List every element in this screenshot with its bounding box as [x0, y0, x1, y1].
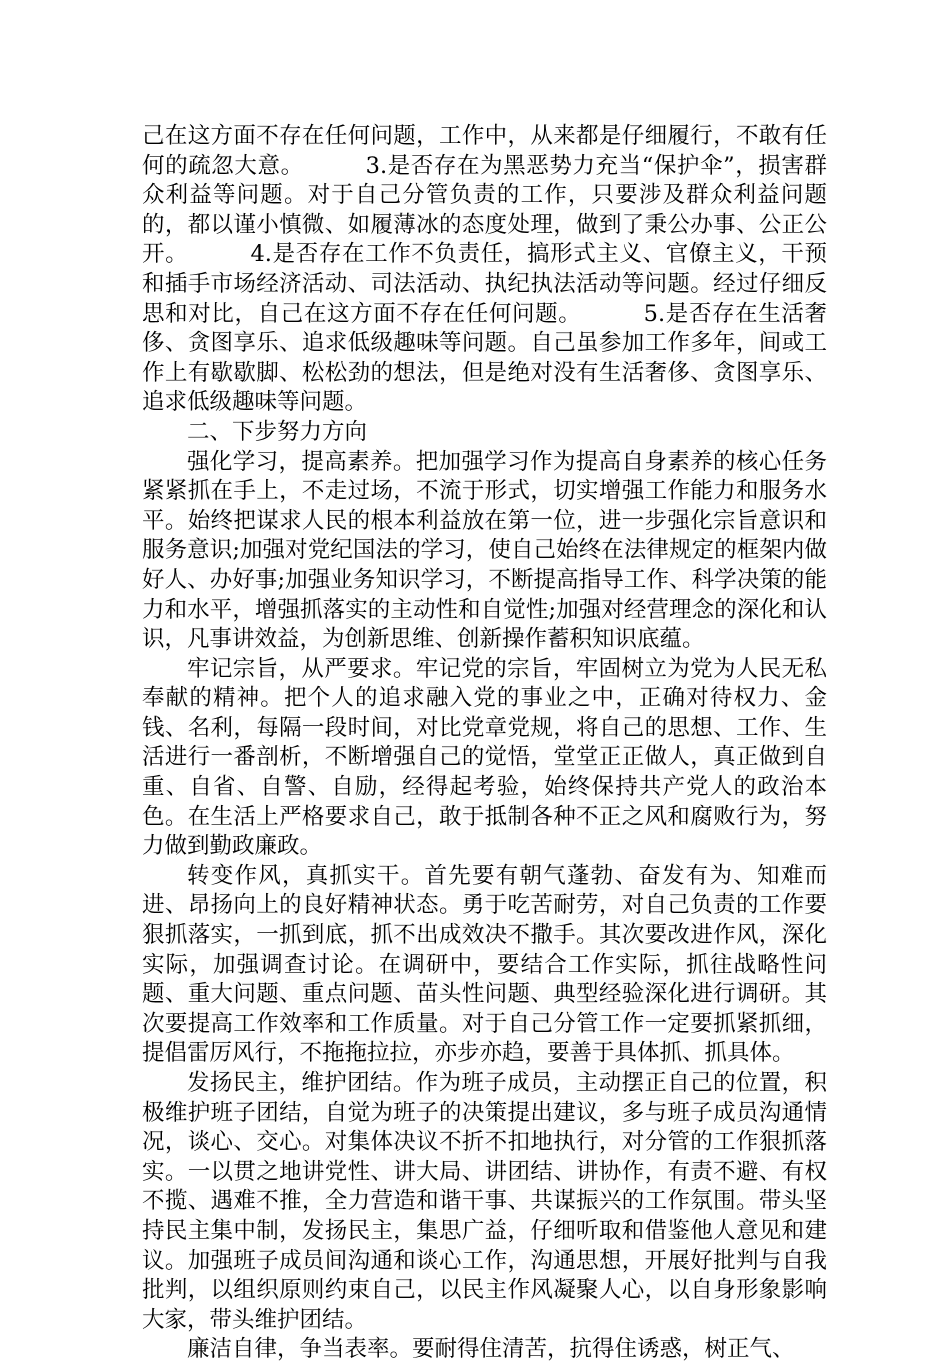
paragraph-continuation: 己在这方面不存在任何问题，工作中，从来都是仔细履行，不敢有任何的疏忽大意。 3.是否存在为黑恶势力充当“保护伞”，损害群众利益等问题。对于自己分管负责的工作，只要涉及群众利益问题的，都以谨小慎微、如履薄冰的态度处理，做到了秉公办事、公正公开。 4.是否存在工作不负责任，搞形式主义、官僚主义，干预和插手市场经济活动、司法活动、执纪执法活动等问题。经过仔细反思和对比，自己在这方面不存在任何问题。 5.是否存在生活奢侈、贪图享乐、追求低级趣味等问题。自己虽参加工作多年，间或工作上有歇歇脚、松松劲的想法，但是绝对没有生活奢侈、贪图享乐、追求低级趣味等问题。: [142, 123, 827, 416]
paragraph-study: 强化学习，提高素养。把加强学习作为提高自身素养的核心任务紧紧抓在手上，不走过场，不流于形式，切实增强工作能力和服务水平。始终把谋求人民的根本利益放在第一位，进一步强化宗旨意识和服务意识;加强对党纪国法的学习，使自己始终在法律规定的框架内做好人、办好事;加强业务知识学习，不断提高指导工作、科学决策的能力和水平，增强抓落实的主动性和自觉性;加强对经营理念的深化和认识，凡事讲效益，为创新思维、创新操作蓄积知识底蕴。: [142, 448, 827, 653]
paragraph-style: 转变作风，真抓实干。首先要有朝气蓬勃、奋发有为、知难而进、昂扬向上的良好精神状态。勇于吃苦耐劳，对自己负责的工作要狠抓落实，一抓到底，抓不出成效决不撒手。其次要改进作风，深化实际，加强调查讨论。在调研中，要结合工作实际，抓往战略性问题、重大问题、重点问题、苗头性问题、典型经验深化进行调研。其次要提高工作效率和工作质量。对于自己分管工作一定要抓紧抓细，提倡雷厉风行，不拖拖拉拉，亦步亦趋，要善于具体抓、抓具体。: [142, 862, 827, 1067]
section-heading: 二、下步努力方向: [187, 418, 368, 445]
paragraph-purpose: 牢记宗旨，从严要求。牢记党的宗旨，牢固树立为党为人民无私奉献的精神。把个人的追求融入党的事业之中，正确对待权力、金钱、名利，每隔一段时间，对比党章党规，将自己的思想、工作、生活进行一番剖析，不断增强自己的觉悟，堂堂正正做人，真正做到自重、自省、自警、自励，经得起考验，始终保持共产党人的政治本色。在生活上严格要求自己，敢于抵制各种不正之风和腐败行为，努力做到勤政廉政。: [142, 655, 827, 860]
paragraph-democracy: 发扬民主，维护团结。作为班子成员，主动摆正自己的位置，积极维护班子团结，自觉为班子的决策提出建议，多与班子成员沟通情况，谈心、交心。对集体决议不折不扣地执行，对分管的工作狠抓落实。一以贯之地讲党性、讲大局、讲团结、讲协作，有责不避、有权不揽、遇难不推，全力营造和谐干事、共谋振兴的工作氛围。带头坚持民主集中制，发扬民主，集思广益，仔细听取和借鉴他人意见和建议。加强班子成员间沟通和谈心工作，沟通思想，开展好批判与自我批判，以组织原则约束自己，以民主作风凝聚人心，以自身形象影响大家，带头维护团结。: [142, 1070, 827, 1333]
paragraph-integrity: 廉洁自律，争当表率。要耐得住清苦，抗得住诱惑，树正气、: [187, 1336, 795, 1363]
document-body: [142, 122, 827, 1365]
